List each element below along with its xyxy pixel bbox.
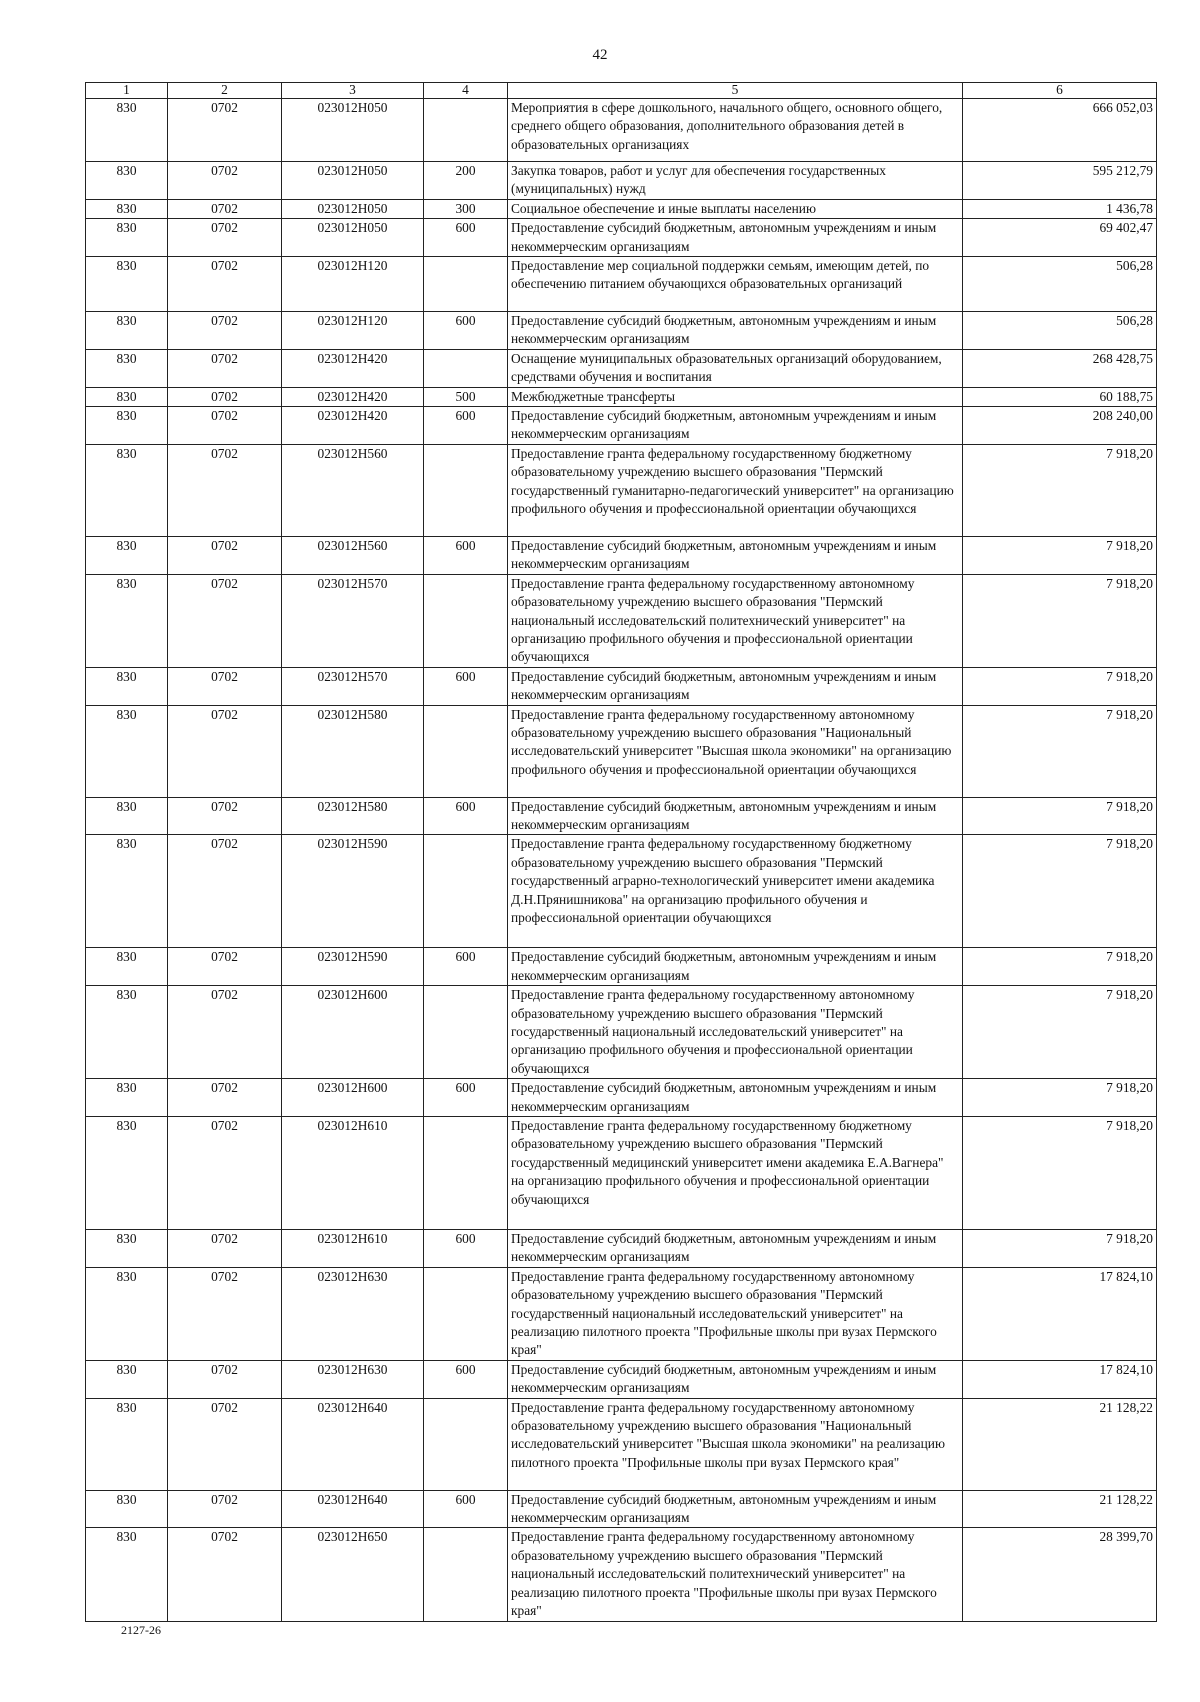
cell-section-code: 0702 [168, 349, 282, 387]
cell-grbs-code: 830 [86, 407, 168, 445]
cell-grbs-code: 830 [86, 797, 168, 835]
table-row [86, 99, 1157, 162]
cell-description: Предоставление гранта федеральному государственному автономному образовательному учреждению высшего образования "Пермский государственный национальный исследовательский университет" на организацию профильного обучения и профессиональной ориентации обучающихся [508, 986, 963, 1079]
cell-description: Предоставление гранта федеральному государственному автономному образовательному учреждению высшего образования "Пермский национальный исследовательский политехнический университет" на организацию профильного обучения и профессиональной ориентации обучающихся [508, 574, 963, 667]
cell-grbs-code: 830 [86, 312, 168, 350]
table-row [86, 1398, 1157, 1490]
cell-target-article-code: 023012Н560 [282, 444, 424, 536]
table-row [86, 199, 1157, 218]
cell-target-article-code: 023012Н570 [282, 574, 424, 667]
cell-expense-type-code [424, 1528, 508, 1621]
cell-amount: 1 436,78 [963, 199, 1157, 218]
cell-description: Предоставление гранта федеральному государственному бюджетному образовательному учреждению высшего образования "Пермский государственный гуманитарно-педагогический университет" на организацию профильного обучения и профессиональной ориентации обучающихся [508, 444, 963, 536]
cell-target-article-code: 023012Н590 [282, 835, 424, 948]
cell-target-article-code: 023012Н560 [282, 536, 424, 574]
cell-amount: 7 918,20 [963, 986, 1157, 1079]
cell-amount: 666 052,03 [963, 99, 1157, 162]
cell-amount: 69 402,47 [963, 219, 1157, 257]
cell-expense-type-code: 600 [424, 948, 508, 986]
cell-target-article-code: 023012Н570 [282, 667, 424, 705]
cell-amount: 7 918,20 [963, 444, 1157, 536]
cell-grbs-code: 830 [86, 667, 168, 705]
cell-target-article-code: 023012Н600 [282, 1079, 424, 1117]
cell-expense-type-code [424, 986, 508, 1079]
cell-target-article-code: 023012Н640 [282, 1490, 424, 1528]
cell-grbs-code: 830 [86, 1267, 168, 1360]
cell-section-code: 0702 [168, 835, 282, 948]
table-row [86, 1490, 1157, 1528]
table-row [86, 574, 1157, 667]
cell-description: Предоставление гранта федеральному государственному автономному образовательному учреждению высшего образования "Пермский национальный исследовательский политехнический университет" на реализацию пилотного проекта "Профильные школы при вузах Пермского края" [508, 1528, 963, 1621]
cell-expense-type-code: 600 [424, 219, 508, 257]
cell-section-code: 0702 [168, 1528, 282, 1621]
cell-expense-type-code [424, 444, 508, 536]
cell-section-code: 0702 [168, 312, 282, 350]
cell-amount: 506,28 [963, 312, 1157, 350]
cell-section-code: 0702 [168, 99, 282, 162]
column-header: 2 [168, 83, 282, 99]
cell-section-code: 0702 [168, 1267, 282, 1360]
cell-target-article-code: 023012Н120 [282, 257, 424, 312]
cell-description: Предоставление субсидий бюджетным, автономным учреждениям и иным некоммерческим организациям [508, 1490, 963, 1528]
cell-section-code: 0702 [168, 667, 282, 705]
cell-expense-type-code: 600 [424, 1230, 508, 1268]
table-row [86, 219, 1157, 257]
table-header-row [86, 83, 1157, 99]
cell-description: Предоставление субсидий бюджетным, автономным учреждениям и иным некоммерческим организациям [508, 407, 963, 445]
cell-grbs-code: 830 [86, 948, 168, 986]
cell-grbs-code: 830 [86, 574, 168, 667]
cell-amount: 7 918,20 [963, 536, 1157, 574]
cell-amount: 21 128,22 [963, 1490, 1157, 1528]
table-row [86, 705, 1157, 797]
cell-description: Предоставление субсидий бюджетным, автономным учреждениям и иным некоммерческим организациям [508, 1230, 963, 1268]
cell-amount: 7 918,20 [963, 1230, 1157, 1268]
cell-expense-type-code [424, 1117, 508, 1230]
table-row [86, 444, 1157, 536]
cell-grbs-code: 830 [86, 1398, 168, 1490]
cell-amount: 17 824,10 [963, 1267, 1157, 1360]
cell-grbs-code: 830 [86, 986, 168, 1079]
column-header: 4 [424, 83, 508, 99]
cell-target-article-code: 023012Н050 [282, 162, 424, 200]
cell-amount: 595 212,79 [963, 162, 1157, 200]
table-body [86, 99, 1157, 1622]
cell-grbs-code: 830 [86, 99, 168, 162]
cell-expense-type-code: 500 [424, 387, 508, 406]
cell-description: Закупка товаров, работ и услуг для обеспечения государственных (муниципальных) нужд [508, 162, 963, 200]
cell-description: Предоставление гранта федеральному государственному автономному образовательному учреждению высшего образования "Национальный исследовательский университет "Высшая школа экономики" на реализацию пилотного проекта "Профильные школы при вузах Пермского края" [508, 1398, 963, 1490]
column-header: 5 [508, 83, 963, 99]
cell-grbs-code: 830 [86, 1528, 168, 1621]
cell-expense-type-code: 300 [424, 199, 508, 218]
cell-section-code: 0702 [168, 387, 282, 406]
table-row [86, 1079, 1157, 1117]
cell-amount: 7 918,20 [963, 797, 1157, 835]
cell-amount: 208 240,00 [963, 407, 1157, 445]
cell-description: Предоставление мер социальной поддержки семьям, имеющим детей, по обеспечению питанием обучающихся образовательных организаций [508, 257, 963, 312]
cell-amount: 268 428,75 [963, 349, 1157, 387]
cell-target-article-code: 023012Н650 [282, 1528, 424, 1621]
cell-expense-type-code: 600 [424, 667, 508, 705]
table-row [86, 1360, 1157, 1398]
cell-grbs-code: 830 [86, 219, 168, 257]
cell-amount: 7 918,20 [963, 705, 1157, 797]
table-row [86, 986, 1157, 1079]
cell-expense-type-code: 600 [424, 1079, 508, 1117]
cell-target-article-code: 023012Н420 [282, 407, 424, 445]
cell-description: Предоставление субсидий бюджетным, автономным учреждениям и иным некоммерческим организациям [508, 219, 963, 257]
cell-description: Социальное обеспечение и иные выплаты населению [508, 199, 963, 218]
table-row [86, 257, 1157, 312]
cell-description: Предоставление субсидий бюджетным, автономным учреждениям и иным некоммерческим организациям [508, 536, 963, 574]
cell-expense-type-code [424, 99, 508, 162]
table-row [86, 312, 1157, 350]
cell-target-article-code: 023012Н050 [282, 219, 424, 257]
cell-grbs-code: 830 [86, 536, 168, 574]
table-row [86, 349, 1157, 387]
cell-expense-type-code [424, 705, 508, 797]
cell-expense-type-code [424, 1398, 508, 1490]
cell-expense-type-code: 600 [424, 536, 508, 574]
cell-description: Предоставление гранта федеральному государственному автономному образовательному учреждению высшего образования "Национальный исследовательский университет "Высшая школа экономики" на организацию профильного обучения и профессиональной ориентации обучающихся [508, 705, 963, 797]
table-row [86, 407, 1157, 445]
cell-section-code: 0702 [168, 948, 282, 986]
table-row [86, 667, 1157, 705]
table-row [86, 835, 1157, 948]
footer-code: 2127-26 [121, 1623, 161, 1637]
cell-grbs-code: 830 [86, 1079, 168, 1117]
cell-target-article-code: 023012Н050 [282, 99, 424, 162]
cell-target-article-code: 023012Н420 [282, 387, 424, 406]
cell-expense-type-code: 600 [424, 1360, 508, 1398]
cell-section-code: 0702 [168, 1490, 282, 1528]
table-row [86, 536, 1157, 574]
cell-description: Предоставление субсидий бюджетным, автономным учреждениям и иным некоммерческим организациям [508, 312, 963, 350]
cell-section-code: 0702 [168, 797, 282, 835]
cell-description: Оснащение муниципальных образовательных организаций оборудованием, средствами обучения и воспитания [508, 349, 963, 387]
cell-section-code: 0702 [168, 444, 282, 536]
cell-target-article-code: 023012Н600 [282, 986, 424, 1079]
table-row [86, 948, 1157, 986]
table-row [86, 1230, 1157, 1268]
cell-amount: 17 824,10 [963, 1360, 1157, 1398]
cell-section-code: 0702 [168, 705, 282, 797]
cell-grbs-code: 830 [86, 387, 168, 406]
cell-amount: 7 918,20 [963, 667, 1157, 705]
cell-grbs-code: 830 [86, 444, 168, 536]
cell-amount: 7 918,20 [963, 1079, 1157, 1117]
cell-section-code: 0702 [168, 219, 282, 257]
cell-description: Предоставление субсидий бюджетным, автономным учреждениям и иным некоммерческим организациям [508, 948, 963, 986]
cell-target-article-code: 023012Н610 [282, 1117, 424, 1230]
cell-section-code: 0702 [168, 257, 282, 312]
cell-grbs-code: 830 [86, 162, 168, 200]
cell-description: Предоставление субсидий бюджетным, автономным учреждениям и иным некоммерческим организациям [508, 1079, 963, 1117]
table-row [86, 387, 1157, 406]
cell-target-article-code: 023012Н120 [282, 312, 424, 350]
cell-grbs-code: 830 [86, 257, 168, 312]
table-row [86, 1117, 1157, 1230]
table-row [86, 1528, 1157, 1621]
page-number: 42 [592, 47, 608, 63]
cell-section-code: 0702 [168, 986, 282, 1079]
cell-description: Предоставление гранта федеральному государственному бюджетному образовательному учреждению высшего образования "Пермский государственный медицинский университет имени академика Е.А.Вагнера" на организацию профильного обучения и профессиональной ориентации обучающихся [508, 1117, 963, 1230]
cell-description: Предоставление гранта федеральному государственному автономному образовательному учреждению высшего образования "Пермский государственный национальный исследовательский университет" на реализацию пилотного проекта "Профильные школы при вузах Пермского края" [508, 1267, 963, 1360]
cell-expense-type-code: 600 [424, 407, 508, 445]
cell-grbs-code: 830 [86, 1360, 168, 1398]
cell-amount: 7 918,20 [963, 835, 1157, 948]
cell-expense-type-code: 600 [424, 1490, 508, 1528]
cell-target-article-code: 023012Н640 [282, 1398, 424, 1490]
cell-amount: 28 399,70 [963, 1528, 1157, 1621]
cell-target-article-code: 023012Н630 [282, 1267, 424, 1360]
cell-amount: 506,28 [963, 257, 1157, 312]
cell-section-code: 0702 [168, 1398, 282, 1490]
cell-grbs-code: 830 [86, 1230, 168, 1268]
cell-section-code: 0702 [168, 536, 282, 574]
cell-amount: 7 918,20 [963, 574, 1157, 667]
cell-expense-type-code: 600 [424, 312, 508, 350]
cell-description: Предоставление субсидий бюджетным, автономным учреждениям и иным некоммерческим организациям [508, 797, 963, 835]
cell-target-article-code: 023012Н420 [282, 349, 424, 387]
cell-target-article-code: 023012Н580 [282, 797, 424, 835]
cell-description: Межбюджетные трансферты [508, 387, 963, 406]
cell-grbs-code: 830 [86, 705, 168, 797]
cell-description: Мероприятия в сфере дошкольного, начального общего, основного общего, среднего общего образования, дополнительного образования детей в образовательных организациях [508, 99, 963, 162]
cell-grbs-code: 830 [86, 1490, 168, 1528]
column-header: 3 [282, 83, 424, 99]
cell-description: Предоставление субсидий бюджетным, автономным учреждениям и иным некоммерческим организациям [508, 1360, 963, 1398]
cell-expense-type-code: 200 [424, 162, 508, 200]
cell-expense-type-code [424, 1267, 508, 1360]
table-row [86, 162, 1157, 200]
cell-section-code: 0702 [168, 574, 282, 667]
cell-expense-type-code [424, 574, 508, 667]
cell-description: Предоставление гранта федеральному государственному бюджетному образовательному учреждению высшего образования "Пермский государственный аграрно-технологический университет имени академика Д.Н.Прянишникова" на организацию профильного обучения и профессиональной ориентации обучающихся [508, 835, 963, 948]
cell-amount: 7 918,20 [963, 948, 1157, 986]
cell-expense-type-code [424, 349, 508, 387]
cell-section-code: 0702 [168, 162, 282, 200]
table-row [86, 797, 1157, 835]
cell-section-code: 0702 [168, 1079, 282, 1117]
column-header: 1 [86, 83, 168, 99]
cell-expense-type-code [424, 835, 508, 948]
column-header: 6 [963, 83, 1157, 99]
cell-grbs-code: 830 [86, 199, 168, 218]
table-row [86, 1267, 1157, 1360]
cell-section-code: 0702 [168, 199, 282, 218]
cell-grbs-code: 830 [86, 349, 168, 387]
cell-amount: 7 918,20 [963, 1117, 1157, 1230]
cell-target-article-code: 023012Н630 [282, 1360, 424, 1398]
cell-target-article-code: 023012Н050 [282, 199, 424, 218]
cell-section-code: 0702 [168, 407, 282, 445]
budget-table [85, 82, 1157, 1622]
cell-section-code: 0702 [168, 1360, 282, 1398]
cell-amount: 21 128,22 [963, 1398, 1157, 1490]
cell-description: Предоставление субсидий бюджетным, автономным учреждениям и иным некоммерческим организациям [508, 667, 963, 705]
cell-expense-type-code: 600 [424, 797, 508, 835]
cell-section-code: 0702 [168, 1230, 282, 1268]
cell-target-article-code: 023012Н590 [282, 948, 424, 986]
cell-amount: 60 188,75 [963, 387, 1157, 406]
cell-grbs-code: 830 [86, 835, 168, 948]
cell-target-article-code: 023012Н580 [282, 705, 424, 797]
cell-expense-type-code [424, 257, 508, 312]
cell-section-code: 0702 [168, 1117, 282, 1230]
cell-target-article-code: 023012Н610 [282, 1230, 424, 1268]
cell-grbs-code: 830 [86, 1117, 168, 1230]
